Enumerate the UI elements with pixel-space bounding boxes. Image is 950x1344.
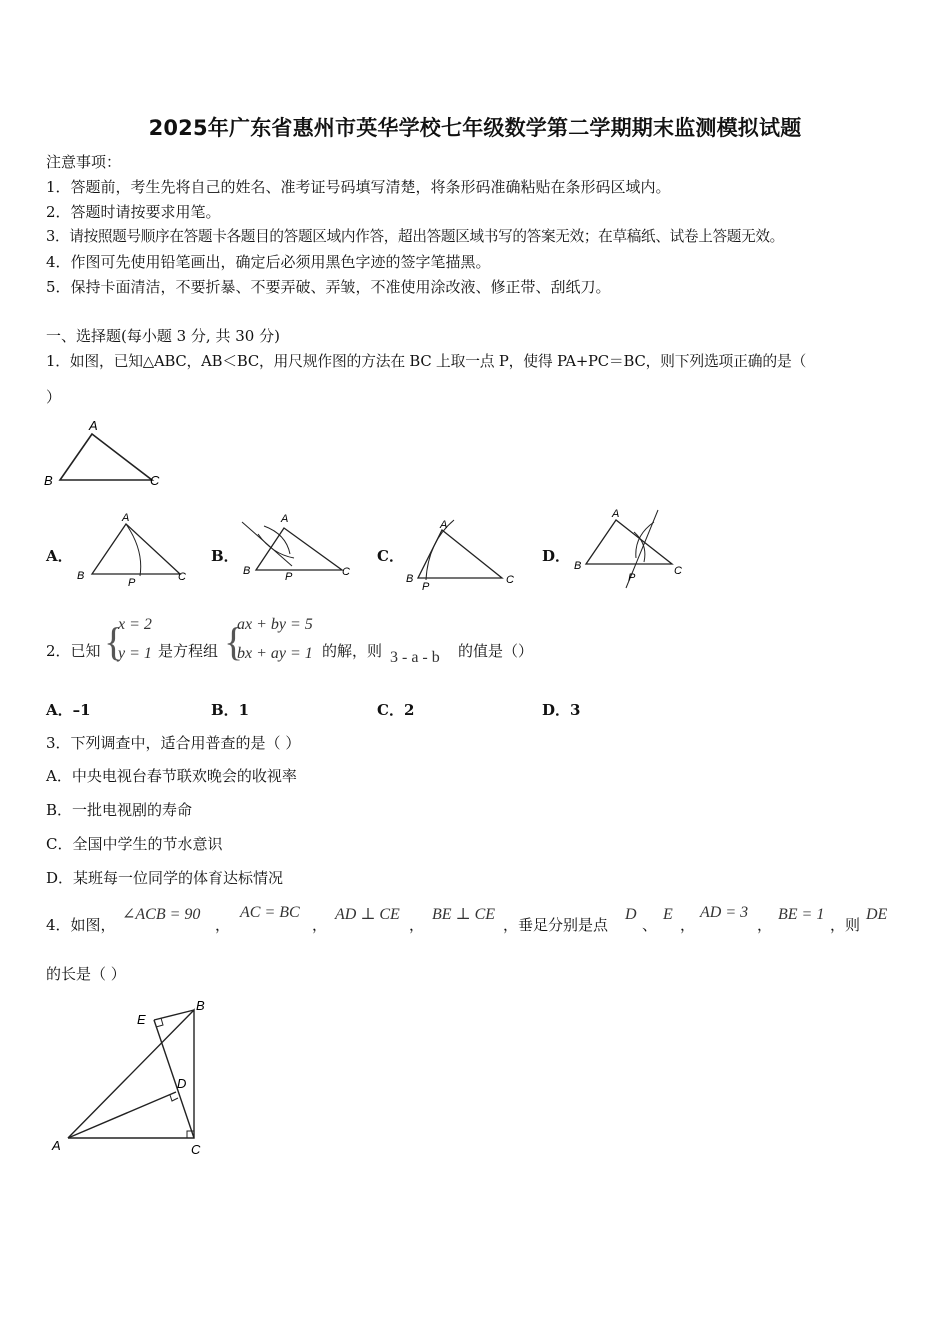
q3-option-b[interactable]: B．一批电视剧的寿命 xyxy=(46,801,193,819)
q2-expression: 3 - a - b xyxy=(390,649,440,666)
line-ce xyxy=(154,1020,194,1138)
label-b: B xyxy=(196,998,205,1013)
q4-math-e: E xyxy=(663,906,673,923)
question-4-line-2: 的长是（ ） xyxy=(46,965,126,983)
q4-sep: ， xyxy=(757,916,773,934)
q1-option-c-figure xyxy=(400,512,525,592)
q1-option-d[interactable]: D． xyxy=(542,547,571,565)
q4-figure xyxy=(44,992,224,1162)
label-b: B xyxy=(574,560,582,572)
q4-math-angle: ∠ACB = 90 xyxy=(122,906,201,923)
label-c: C xyxy=(342,566,350,578)
label-p: P xyxy=(422,581,430,592)
q2-system-2-eq-2: bx + ay = 1 xyxy=(237,645,313,662)
q1-triangle-figure xyxy=(40,412,170,494)
notice-heading: 注意事项： xyxy=(46,153,122,171)
page-title: 2025年广东省惠州市英华学校七年级数学第二学期期末监测模拟试题 xyxy=(148,116,802,140)
label-b: B xyxy=(406,573,414,585)
question-3-text: 3．下列调查中，适合用普查的是（ ） xyxy=(46,734,301,752)
q4-math-be-perp: BE ⊥ CE xyxy=(432,906,496,923)
triangle xyxy=(256,528,342,570)
label-a: A xyxy=(89,418,98,433)
q4-sep: ， xyxy=(680,916,696,934)
label-b: B xyxy=(77,570,85,582)
q1-option-a[interactable]: A． xyxy=(46,547,73,565)
q3-option-d[interactable]: D．某班每一位同学的体育达标情况 xyxy=(46,869,284,887)
q4-math-ac-bc: AC = BC xyxy=(240,904,300,921)
triangle xyxy=(586,520,672,564)
question-2-prefix: 2．已知 xyxy=(46,642,101,660)
system-brace-1: { xyxy=(104,619,124,664)
question-2-after: 的解，则 xyxy=(322,642,383,660)
q2-system-2-eq-1: ax + by = 5 xyxy=(237,616,313,633)
label-b: B xyxy=(243,565,251,577)
label-p: P xyxy=(285,571,293,583)
notice-item: 3．请按照题号顺序在答题卡各题目的答题区域内作答，超出答题区域书写的答案无效；在草稿纸、试卷上答题无效。 xyxy=(46,228,784,245)
q4-sep: ，垂足分别是点 xyxy=(503,916,609,934)
label-b: B xyxy=(44,473,53,488)
label-a: A xyxy=(52,1138,61,1153)
q4-sep: ，则 xyxy=(830,916,861,934)
q4-sep: ， xyxy=(409,916,425,934)
triangle-abc xyxy=(60,434,152,480)
question-4-prefix: 4．如图， xyxy=(46,916,116,934)
label-c: C xyxy=(674,565,682,577)
question-2-mid: 是方程组 xyxy=(158,642,219,660)
q4-math-d: D xyxy=(625,906,637,923)
triangle xyxy=(92,524,180,574)
q1-option-d-figure xyxy=(570,502,695,592)
q1-option-b-figure xyxy=(234,508,364,590)
q4-sep: 、 xyxy=(642,916,658,934)
label-a: A xyxy=(440,519,448,531)
q2-option-a[interactable]: A．–1 xyxy=(46,701,91,719)
q4-math-de: DE xyxy=(866,906,888,923)
label-c: C xyxy=(150,473,160,488)
label-c: C xyxy=(506,574,514,586)
label-a: A xyxy=(281,513,289,525)
notice-item: 5．保持卡面清洁，不要折暴、不要弄破、弄皱，不准使用涂改液、修正带、刮纸刀。 xyxy=(46,278,611,296)
label-d: D xyxy=(177,1076,187,1091)
q2-system-1-eq-1: x = 2 xyxy=(118,616,152,633)
label-e: E xyxy=(137,1012,146,1027)
q2-option-b[interactable]: B．1 xyxy=(211,701,250,719)
q3-option-c[interactable]: C．全国中学生的节水意识 xyxy=(46,835,223,853)
label-p: P xyxy=(628,572,636,584)
arc-1 xyxy=(258,534,294,558)
notice-item: 1．答题前，考生先将自己的姓名、准考证号码填写清楚，将条形码准确粘贴在条形码区域内。 xyxy=(46,178,671,196)
line-ad xyxy=(68,1092,176,1138)
q2-option-d[interactable]: D．3 xyxy=(542,701,581,719)
question-2-end: 的值是（） xyxy=(458,642,534,660)
line-be xyxy=(154,1010,194,1020)
section-heading: 一、选择题(每小题 3 分, 共 30 分) xyxy=(46,327,280,345)
q1-option-b[interactable]: B． xyxy=(211,547,239,565)
q1-option-a-figure xyxy=(72,510,197,588)
label-c: C xyxy=(178,571,186,583)
q4-math-ad-perp: AD ⊥ CE xyxy=(335,906,400,923)
q2-system-1-eq-2: y = 1 xyxy=(118,645,152,662)
notice-item: 4．作图可先使用铅笔画出，确定后必须用黑色字迹的签字笔描黑。 xyxy=(46,253,491,271)
q4-math-be-1: BE = 1 xyxy=(778,906,825,923)
q4-sep: ， xyxy=(312,916,328,934)
triangle-abc xyxy=(68,1010,194,1138)
label-c: C xyxy=(191,1142,201,1157)
arc xyxy=(126,524,141,576)
q1-option-c[interactable]: C． xyxy=(377,547,404,565)
system-brace-2: { xyxy=(224,619,244,664)
q4-math-ad-3: AD = 3 xyxy=(700,904,749,921)
notice-item: 2．答题时请按要求用笔。 xyxy=(46,203,221,221)
question-1-text: 1．如图，已知△ABC，AB＜BC，用尺规作图的方法在 BC 上取一点 P，使得 PA+PC＝BC，则下列选项正确的是（ xyxy=(46,353,807,370)
q2-option-c[interactable]: C．2 xyxy=(377,701,415,719)
q4-sep: ， xyxy=(215,916,231,934)
question-1-text-end: ） xyxy=(46,388,62,406)
q3-option-a[interactable]: A．中央电视台春节联欢晚会的收视率 xyxy=(46,767,297,785)
label-a: A xyxy=(122,512,130,524)
label-p: P xyxy=(128,577,136,588)
right-angle-d xyxy=(170,1095,178,1101)
label-a: A xyxy=(612,508,620,520)
